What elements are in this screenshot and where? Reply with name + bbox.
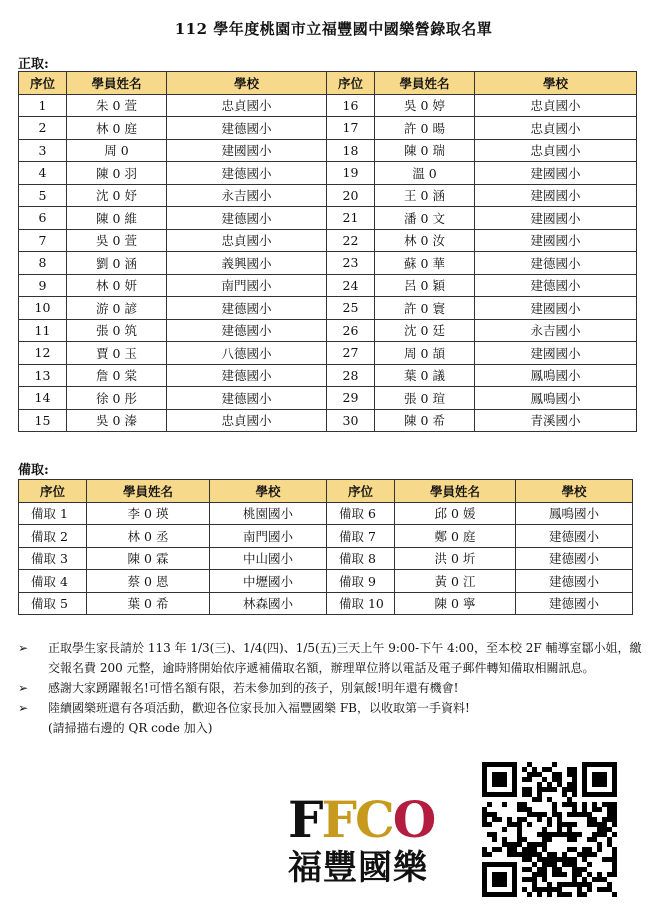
admitted-cell: 4 xyxy=(19,162,67,185)
admitted-cell: 南門國小 xyxy=(167,274,327,297)
note-text: 感謝大家踴躍報名!可惜名額有限，若未參加到的孩子，別氣餒!明年還有機會! xyxy=(48,681,459,695)
waitlist-cell: 黃 0 江 xyxy=(395,570,516,593)
waitlist-cell: 備取 5 xyxy=(19,592,87,615)
ffco-logo xyxy=(282,790,442,900)
admitted-cell: 30 xyxy=(327,409,375,432)
admitted-cell: 建國國小 xyxy=(475,184,637,207)
admitted-cell: 10 xyxy=(19,297,67,320)
admitted-cell: 建德國小 xyxy=(475,274,637,297)
waitlist-cell: 備取 6 xyxy=(327,502,395,525)
admitted-cell: 建國國小 xyxy=(475,162,637,185)
admitted-cell: 27 xyxy=(327,342,375,365)
admitted-cell: 鳳鳴國小 xyxy=(475,387,637,410)
waitlist-cell: 林 0 丞 xyxy=(87,525,210,548)
admitted-cell: 建德國小 xyxy=(167,319,327,342)
admitted-cell: 陳 0 維 xyxy=(67,207,167,230)
admitted-cell: 9 xyxy=(19,274,67,297)
waitlist-cell: 李 0 瑛 xyxy=(87,502,210,525)
admitted-cell: 徐 0 彤 xyxy=(67,387,167,410)
admitted-cell: 6 xyxy=(19,207,67,230)
admitted-cell: 葉 0 議 xyxy=(375,364,475,387)
admitted-row xyxy=(19,139,637,162)
admitted-cell: 建國國小 xyxy=(167,139,327,162)
waitlist-row xyxy=(19,525,633,548)
admitted-row xyxy=(19,252,637,275)
waitlist-cell: 中山國小 xyxy=(210,547,327,570)
admitted-cell: 21 xyxy=(327,207,375,230)
admitted-cell: 8 xyxy=(19,252,67,275)
waitlist-cell: 鳳鳴國小 xyxy=(516,502,633,525)
admitted-cell: 游 0 諺 xyxy=(67,297,167,320)
admitted-cell: 建德國小 xyxy=(167,207,327,230)
admitted-row xyxy=(19,184,637,207)
admitted-cell: 劉 0 涵 xyxy=(67,252,167,275)
waitlist-cell: 建德國小 xyxy=(516,570,633,593)
admitted-cell: 吳 0 婷 xyxy=(375,94,475,117)
admitted-cell: 義興國小 xyxy=(167,252,327,275)
waitlist-cell: 建德國小 xyxy=(516,525,633,548)
admitted-cell: 蘇 0 華 xyxy=(375,252,475,275)
admitted-cell: 17 xyxy=(327,117,375,140)
admitted-cell: 5 xyxy=(19,184,67,207)
arrow-bullet-icon: ➢ xyxy=(18,641,29,655)
admitted-cell: 1 xyxy=(19,94,67,117)
admitted-cell: 2 xyxy=(19,117,67,140)
admitted-cell: 張 0 筑 xyxy=(67,319,167,342)
waitlist-cell: 洪 0 圻 xyxy=(395,547,516,570)
waitlist-row xyxy=(19,547,633,570)
note-text: 正取學生家長請於 113 年 1/3(三)、1/4(四)、1/5(五)三天上午 9:00-下午 4:00，至本校 2F 輔導室鄒小姐，繳交報名費 200 元整，逾時將開始依序遞補備取名額，辦理單位將以電話及電子郵件轉知備取相關訊息。 xyxy=(48,641,642,675)
note-item xyxy=(18,698,650,718)
admitted-row xyxy=(19,117,637,140)
waitlist-cell: 桃園國小 xyxy=(210,502,327,525)
page-title: 112 學年度桃園市立福豐國中國樂營錄取名單 xyxy=(174,20,493,38)
waitlist-cell: 中壢國小 xyxy=(210,570,327,593)
admitted-cell: 吳 0 溱 xyxy=(67,409,167,432)
waitlist-column-header: 學員姓名 xyxy=(87,480,210,503)
admitted-row xyxy=(19,364,637,387)
waitlist-cell: 備取 2 xyxy=(19,525,87,548)
admitted-cell: 忠貞國小 xyxy=(167,94,327,117)
admitted-cell: 陳 0 瑞 xyxy=(375,139,475,162)
logo-letters: FFCO xyxy=(288,790,435,849)
admitted-row xyxy=(19,229,637,252)
admitted-column-header: 學校 xyxy=(167,72,327,95)
waitlist-cell: 南門國小 xyxy=(210,525,327,548)
waitlist-cell: 蔡 0 恩 xyxy=(87,570,210,593)
waitlist-cell: 邱 0 媛 xyxy=(395,502,516,525)
waitlist-label: 備取: xyxy=(18,463,49,478)
waitlist-column-header: 學校 xyxy=(210,480,327,503)
admitted-cell: 潘 0 文 xyxy=(375,207,475,230)
admitted-cell: 建國國小 xyxy=(475,342,637,365)
admitted-table xyxy=(18,71,637,432)
note-subtext: (請掃描右邊的 QR code 加入) xyxy=(48,721,213,735)
admitted-cell: 忠貞國小 xyxy=(167,229,327,252)
admitted-cell: 建德國小 xyxy=(475,252,637,275)
waitlist-column-header: 學校 xyxy=(516,480,633,503)
admitted-cell: 周 0 頡 xyxy=(375,342,475,365)
admitted-cell: 12 xyxy=(19,342,67,365)
admitted-cell: 建德國小 xyxy=(167,297,327,320)
admitted-cell: 八德國小 xyxy=(167,342,327,365)
admitted-cell: 忠貞國小 xyxy=(167,409,327,432)
admitted-cell: 19 xyxy=(327,162,375,185)
admitted-row xyxy=(19,297,637,320)
admitted-column-header: 學員姓名 xyxy=(375,72,475,95)
admitted-row xyxy=(19,207,637,230)
waitlist-cell: 林森國小 xyxy=(210,592,327,615)
waitlist-table xyxy=(18,479,633,615)
admitted-cell: 林 0 庭 xyxy=(67,117,167,140)
admitted-cell: 陳 0 羽 xyxy=(67,162,167,185)
waitlist-cell: 建德國小 xyxy=(516,592,633,615)
admitted-cell: 詹 0 棠 xyxy=(67,364,167,387)
admitted-row xyxy=(19,409,637,432)
admitted-cell: 26 xyxy=(327,319,375,342)
admitted-cell: 朱 0 萱 xyxy=(67,94,167,117)
waitlist-cell: 鄭 0 庭 xyxy=(395,525,516,548)
admitted-column-header: 序位 xyxy=(327,72,375,95)
waitlist-cell: 備取 1 xyxy=(19,502,87,525)
admitted-cell: 29 xyxy=(327,387,375,410)
admitted-cell: 永吉國小 xyxy=(475,319,637,342)
admitted-cell: 14 xyxy=(19,387,67,410)
waitlist-cell: 備取 3 xyxy=(19,547,87,570)
admitted-cell: 23 xyxy=(327,252,375,275)
admitted-cell: 賈 0 玉 xyxy=(67,342,167,365)
admitted-cell: 3 xyxy=(19,139,67,162)
admitted-cell: 建德國小 xyxy=(167,364,327,387)
admitted-cell: 王 0 涵 xyxy=(375,184,475,207)
admitted-row xyxy=(19,342,637,365)
admitted-cell: 11 xyxy=(19,319,67,342)
arrow-bullet-icon: ➢ xyxy=(18,701,29,715)
arrow-bullet-icon: ➢ xyxy=(18,681,29,695)
admitted-row xyxy=(19,274,637,297)
admitted-cell: 許 0 寰 xyxy=(375,297,475,320)
admitted-cell: 陳 0 希 xyxy=(375,409,475,432)
admitted-cell: 鳳鳴國小 xyxy=(475,364,637,387)
admitted-cell: 周 0 xyxy=(67,139,167,162)
waitlist-cell: 陳 0 霖 xyxy=(87,547,210,570)
admitted-cell: 15 xyxy=(19,409,67,432)
admitted-cell: 忠貞國小 xyxy=(475,139,637,162)
admitted-cell: 建國國小 xyxy=(475,207,637,230)
admitted-cell: 建國國小 xyxy=(475,297,637,320)
admitted-cell: 許 0 暘 xyxy=(375,117,475,140)
admitted-row xyxy=(19,319,637,342)
admitted-column-header: 學員姓名 xyxy=(67,72,167,95)
waitlist-cell: 備取 7 xyxy=(327,525,395,548)
admitted-cell: 沈 0 廷 xyxy=(375,319,475,342)
waitlist-cell: 備取 8 xyxy=(327,547,395,570)
admitted-cell: 林 0 汝 xyxy=(375,229,475,252)
waitlist-cell: 建德國小 xyxy=(516,547,633,570)
waitlist-row xyxy=(19,502,633,525)
waitlist-cell: 備取 4 xyxy=(19,570,87,593)
admitted-cell: 24 xyxy=(327,274,375,297)
admitted-cell: 建國國小 xyxy=(475,229,637,252)
note-text: 陸續國樂班還有各項活動，歡迎各位家長加入福豐國樂 FB，以收取第一手資料! xyxy=(48,701,470,715)
waitlist-header-row xyxy=(19,480,633,503)
admitted-column-header: 序位 xyxy=(19,72,67,95)
admitted-cell: 建德國小 xyxy=(167,162,327,185)
admitted-cell: 呂 0 穎 xyxy=(375,274,475,297)
waitlist-row xyxy=(19,570,633,593)
admitted-cell: 沈 0 妤 xyxy=(67,184,167,207)
qr-code-icon[interactable] xyxy=(482,762,617,897)
admitted-cell: 溫 0 xyxy=(375,162,475,185)
admitted-cell: 16 xyxy=(327,94,375,117)
waitlist-cell: 葉 0 希 xyxy=(87,592,210,615)
admitted-row xyxy=(19,387,637,410)
admitted-cell: 25 xyxy=(327,297,375,320)
admitted-header-row xyxy=(19,72,637,95)
admitted-cell: 吳 0 萱 xyxy=(67,229,167,252)
waitlist-column-header: 序位 xyxy=(19,480,87,503)
admitted-cell: 青溪國小 xyxy=(475,409,637,432)
waitlist-cell: 備取 10 xyxy=(327,592,395,615)
admitted-cell: 13 xyxy=(19,364,67,387)
note-item xyxy=(18,678,650,698)
admitted-cell: 張 0 瑄 xyxy=(375,387,475,410)
admitted-label: 正取: xyxy=(18,57,49,72)
admitted-cell: 忠貞國小 xyxy=(475,94,637,117)
admitted-cell: 永吉國小 xyxy=(167,184,327,207)
admitted-row xyxy=(19,94,637,117)
admitted-cell: 7 xyxy=(19,229,67,252)
admitted-column-header: 學校 xyxy=(475,72,637,95)
admitted-cell: 28 xyxy=(327,364,375,387)
admitted-row xyxy=(19,162,637,185)
note-item xyxy=(18,638,650,678)
logo-subtitle: 福豐國樂 xyxy=(288,848,428,888)
admitted-cell: 忠貞國小 xyxy=(475,117,637,140)
waitlist-cell: 備取 9 xyxy=(327,570,395,593)
admitted-cell: 建德國小 xyxy=(167,117,327,140)
waitlist-cell: 陳 0 寧 xyxy=(395,592,516,615)
admitted-cell: 20 xyxy=(327,184,375,207)
waitlist-column-header: 序位 xyxy=(327,480,395,503)
admitted-cell: 18 xyxy=(327,139,375,162)
waitlist-row xyxy=(19,592,633,615)
notes xyxy=(18,638,650,738)
admitted-cell: 建德國小 xyxy=(167,387,327,410)
admitted-cell: 22 xyxy=(327,229,375,252)
admitted-cell: 林 0 妍 xyxy=(67,274,167,297)
waitlist-column-header: 學員姓名 xyxy=(395,480,516,503)
